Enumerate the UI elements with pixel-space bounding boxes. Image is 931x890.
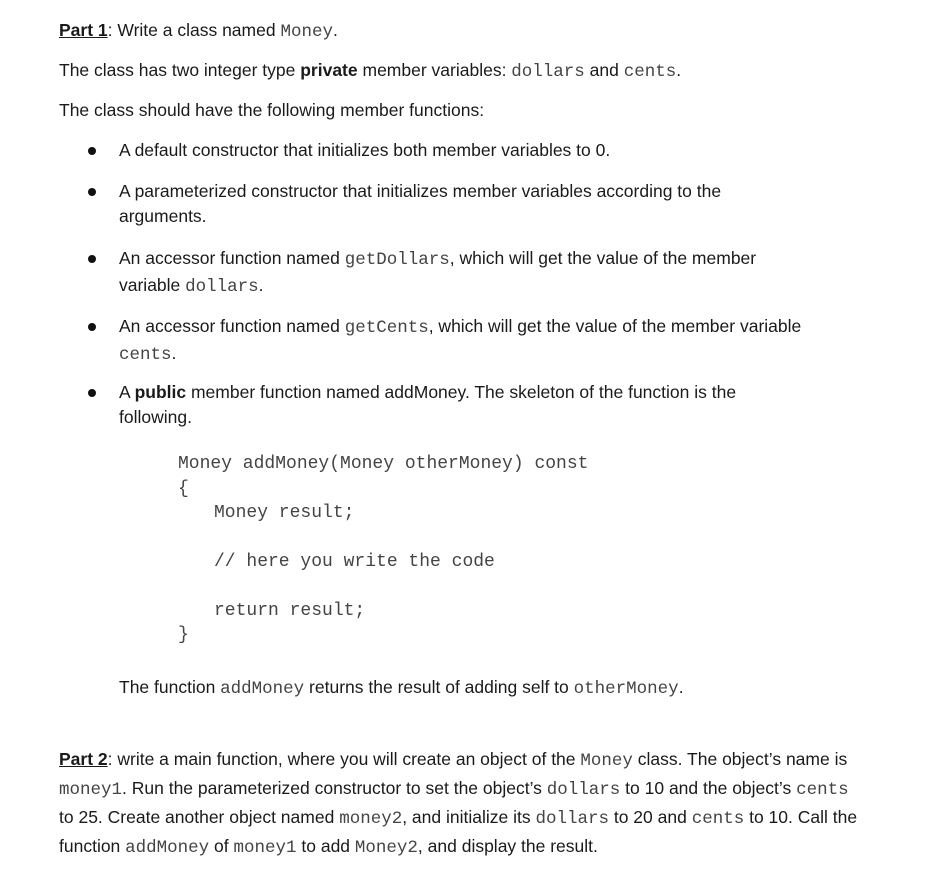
b3-text-b: , which will get the value of the member variable <box>119 248 757 295</box>
part1-end: . <box>332 20 338 40</box>
part2-text: to 10 and the object’s <box>620 778 797 798</box>
money2-code: money2 <box>339 809 403 829</box>
part1-heading <box>59 17 338 45</box>
b5-text-a: A <box>119 382 135 402</box>
dollars-var: dollars <box>511 62 585 82</box>
bullet-dot <box>88 323 96 331</box>
b4-end: . <box>171 343 177 363</box>
b4-text-a: An accessor function named <box>119 316 345 336</box>
members-and: and <box>584 60 624 80</box>
code-line-signature: Money addMoney(Money otherMoney) const <box>178 454 589 474</box>
bullet-dot <box>88 255 96 263</box>
cents-code: cents <box>691 809 745 829</box>
money-class-code: Money <box>580 751 633 771</box>
code-line-return: return result; <box>214 601 366 621</box>
note-text-b: returns the result of adding self to <box>304 677 574 697</box>
part2-text: . Run the parameterized constructor to set the object’s <box>122 778 547 798</box>
money1-code: money1 <box>233 838 297 858</box>
cents-var: cents <box>119 345 172 365</box>
bullet-parameterized-constructor: A parameterized constructor that initializes member variables according to the arguments. <box>119 181 722 226</box>
money1-code: money1 <box>59 780 123 800</box>
dollars-var: dollars <box>185 277 259 297</box>
part2-text: of <box>209 836 234 856</box>
add-money-code: addMoney <box>125 838 210 858</box>
cents-code: cents <box>796 780 849 800</box>
get-cents-code: getCents <box>344 318 429 338</box>
part2-text: class. The object’s name is <box>632 749 848 769</box>
part1-label: Part 1 <box>59 20 108 40</box>
part2-text: , and display the result. <box>417 836 598 856</box>
bullet-dot <box>88 188 96 196</box>
dollars-code: dollars <box>546 780 621 800</box>
members-text-b: member variables: <box>357 60 512 80</box>
part2-text: to 10. Call the function <box>59 807 858 856</box>
code-line-comment: // here you write the code <box>214 552 495 572</box>
code-line-close-brace: } <box>178 625 189 645</box>
cents-var: cents <box>623 62 677 82</box>
code-line-open-brace: { <box>178 479 189 499</box>
other-money-code: otherMoney <box>573 679 679 699</box>
members-text-a: The class has two integer type <box>59 60 301 80</box>
note-text-a: The function <box>119 677 221 697</box>
public-keyword: public <box>134 382 187 402</box>
function-note <box>119 674 684 702</box>
part2-paragraph <box>59 746 859 862</box>
b4-text-b: , which will get the value of the member variable <box>428 316 802 336</box>
add-money-code: addMoney <box>220 679 305 699</box>
bullet-dot <box>88 147 96 155</box>
part2-text: to add <box>296 836 355 856</box>
part2-text: : write a main function, where you will create an object of the <box>107 749 581 769</box>
member-variables-paragraph <box>59 57 681 85</box>
b3-text-a: An accessor function named <box>119 248 345 268</box>
bullet-get-dollars <box>119 246 819 300</box>
dollars-code: dollars <box>535 809 609 829</box>
b3-end: . <box>258 275 264 295</box>
private-keyword: private <box>300 60 358 80</box>
bullet-default-constructor: A default constructor that initializes both member variables to 0. <box>119 140 611 160</box>
note-end: . <box>678 677 684 697</box>
part2-text: to 20 and <box>608 807 692 827</box>
part1-text: : Write a class named <box>107 20 281 40</box>
part2-label: Part 2 <box>59 749 108 769</box>
b5-text-b: member function named addMoney. The skeleton of the function is the following. <box>119 382 737 427</box>
functions-intro: The class should have the following member functions: <box>59 100 485 120</box>
bullet-get-cents <box>119 314 859 368</box>
bullet-dot <box>88 389 96 397</box>
members-end: . <box>676 60 682 80</box>
get-dollars-code: getDollars <box>344 250 450 270</box>
class-name-code: Money <box>280 22 333 42</box>
code-line-result: Money result; <box>214 503 355 523</box>
money2-code: Money2 <box>354 838 418 858</box>
bullet-add-money <box>119 380 789 430</box>
part2-text: to 25. Create another object named <box>59 807 340 827</box>
part2-text: , and initialize its <box>402 807 536 827</box>
